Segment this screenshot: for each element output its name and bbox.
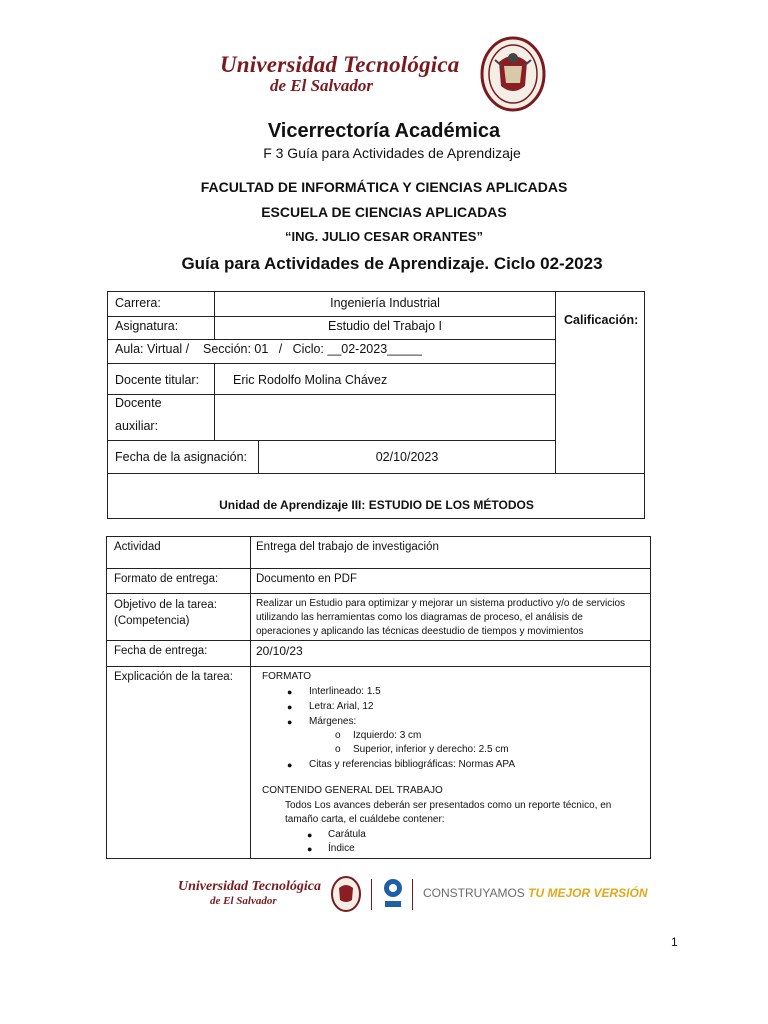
activity-table (106, 536, 651, 859)
objetivo-label-1: Objetivo de la tarea: (114, 599, 217, 611)
bullet-icon: ● (307, 830, 313, 840)
footer-divider (412, 879, 413, 910)
contenido-text-1: Todos Los avances deberán ser presentados como un reporte técnico, en (285, 800, 612, 811)
faculty-heading: FACULTAD DE INFORMÁTICA Y CIENCIAS APLICADAS (200, 179, 568, 195)
list-item: Carátula (328, 829, 366, 840)
footer-divider (371, 879, 372, 910)
footer-slogan (423, 886, 648, 900)
school-heading: ESCUELA DE CIENCIAS APLICADAS (261, 204, 507, 220)
list-item: Letra: Arial, 12 (309, 701, 374, 712)
contenido-text-2: tamaño carta, el cuáldebe contener: (285, 814, 445, 825)
fecha-asignacion-value: 02/10/2023 (375, 450, 439, 464)
auxiliar-label-1: Docente (115, 396, 162, 410)
asignatura-label: Asignatura: (115, 319, 179, 333)
carrera-label: Carrera: (115, 296, 161, 310)
school-name: “ING. JULIO CESAR ORANTES” (285, 229, 483, 244)
slogan-part-2: TU MEJOR VERSIÓN (528, 886, 648, 900)
bullet-icon: ● (287, 687, 293, 697)
fecha-entrega-value: 20/10/23 (256, 644, 303, 658)
aula-seccion-ciclo: Aula: Virtual / Sección: 01 / Ciclo: __02-2023_____ (115, 342, 422, 356)
sub-bullet-icon: o (335, 730, 341, 741)
list-item: Índice (328, 843, 355, 854)
docente-value: Eric Rodolfo Molina Chávez (233, 373, 388, 387)
university-seal-icon (480, 36, 546, 112)
info-table (107, 291, 645, 519)
sub-bullet-icon: o (335, 744, 341, 755)
fecha-entrega-label: Fecha de entrega: (114, 645, 208, 657)
bullet-icon: ● (287, 760, 293, 770)
university-seal-icon (331, 876, 361, 912)
cia-logo-icon (382, 877, 404, 911)
sub-list-item: Superior, inferior y derecho: 2.5 cm (353, 744, 509, 755)
footer-university-logo (178, 879, 321, 907)
guide-title: Guía para Actividades de Aprendizaje. Ciclo 02-2023 (181, 254, 603, 273)
objetivo-value-2: utilizando las herramientas como los diagramas de proceso, el análisis de (256, 612, 583, 623)
formato-value: Documento en PDF (256, 573, 357, 585)
objetivo-value-1: Realizar un Estudio para optimizar y mejorar un sistema productivo y/o de servicios (256, 598, 626, 609)
footer-university-line2: de El Salvador (210, 895, 277, 907)
list-item: Márgenes: (309, 716, 357, 727)
auxiliar-label-2: auxiliar: (115, 419, 159, 433)
list-item: Citas y referencias bibliográficas: Normas APA (309, 759, 516, 770)
formato-label: Formato de entrega: (114, 573, 219, 585)
explicacion-label: Explicación de la tarea: (114, 671, 233, 683)
actividad-value: Entrega del trabajo de investigación (256, 541, 439, 553)
list-item: Interlineado: 1.5 (309, 686, 381, 697)
page-number: 1 (671, 935, 678, 949)
docente-label: Docente titular: (115, 373, 200, 387)
carrera-value: Ingeniería Industrial (330, 296, 440, 310)
objetivo-value-3: operaciones y aplicando las técnicas deestudio de tiempos y movimientos (256, 626, 584, 637)
fecha-asignacion-label: Fecha de la asignación: (115, 450, 248, 464)
slogan-part-1: CONSTRUYAMOS (423, 886, 525, 900)
actividad-label: Actividad (114, 541, 161, 553)
contenido-heading: CONTENIDO GENERAL DEL TRABAJO (262, 785, 443, 796)
page-title: Vicerrectoría Académica (267, 120, 501, 142)
objetivo-label-2: (Competencia) (114, 615, 190, 627)
university-name-line2: de El Salvador (270, 76, 373, 95)
sub-list-item: Izquierdo: 3 cm (353, 730, 422, 741)
asignatura-value: Estudio del Trabajo I (328, 319, 442, 333)
footer-university-line1: Universidad Tecnológica (178, 879, 321, 894)
unidad-aprendizaje: Unidad de Aprendizaje III: ESTUDIO DE LOS MÉTODOS (219, 498, 534, 512)
bullet-icon: ● (287, 717, 293, 727)
formato-heading: FORMATO (262, 671, 312, 682)
bullet-icon: ● (307, 844, 313, 854)
bullet-icon: ● (287, 702, 293, 712)
university-logo (220, 52, 460, 96)
page-subtitle: F 3 Guía para Actividades de Aprendizaje (263, 145, 521, 161)
calificacion-label: Calificación: (564, 313, 639, 327)
university-name-line1: Universidad Tecnológica (220, 52, 460, 77)
